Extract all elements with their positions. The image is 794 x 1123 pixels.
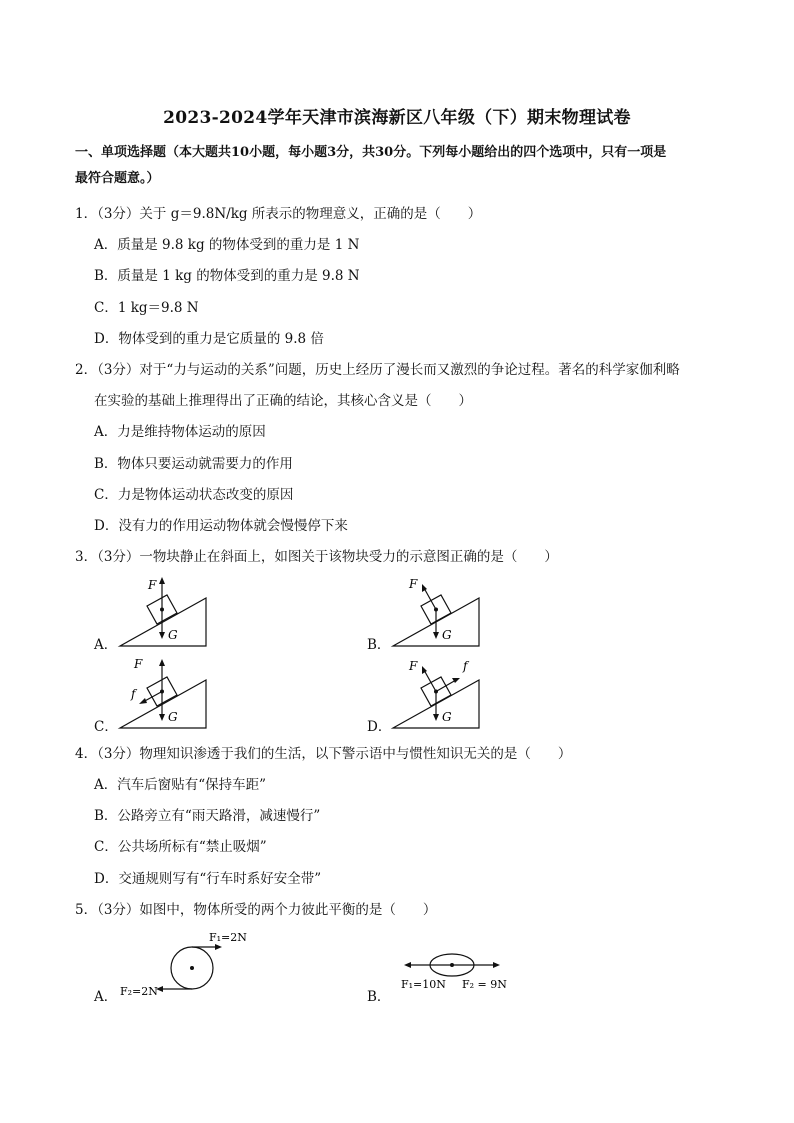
q3-diagram-c bbox=[116, 654, 216, 734]
q4-stem: 4．（3分）物理知识渗透于我们的生活，以下警示语中与惯性知识无关的是（ ） bbox=[75, 746, 572, 762]
q3-d-force-f-label: F bbox=[409, 659, 418, 673]
q3-diagram-d bbox=[389, 654, 489, 734]
q4-option-d[interactable]: D．交通规则写有“行车时系好安全带” bbox=[94, 871, 322, 887]
q3-option-d-label[interactable]: D． bbox=[367, 719, 392, 735]
q1-option-c[interactable]: C．1 kg＝9.8 N bbox=[94, 300, 199, 316]
q3-diagram-a bbox=[116, 572, 216, 652]
q3-option-c-label[interactable]: C． bbox=[94, 719, 118, 735]
q5-b-f1-label: F₁=10N bbox=[401, 978, 446, 991]
q3-option-b-label[interactable]: B． bbox=[367, 637, 391, 653]
q3-a-force-f-label: F bbox=[148, 578, 157, 592]
q3-b-gravity-label: G bbox=[442, 628, 452, 642]
q5-option-b-label[interactable]: B． bbox=[367, 989, 391, 1005]
q2-option-c[interactable]: C．力是物体运动状态改变的原因 bbox=[94, 487, 294, 503]
q3-option-a-label[interactable]: A． bbox=[94, 637, 118, 653]
q3-a-gravity-label: G bbox=[168, 628, 178, 642]
q4-option-c[interactable]: C．公共场所标有“禁止吸烟” bbox=[94, 839, 267, 855]
q4-option-a[interactable]: A．汽车后窗贴有“保持车距” bbox=[94, 777, 267, 793]
q3-c-friction-label: f bbox=[131, 687, 136, 701]
q2-option-d[interactable]: D．没有力的作用运动物体就会慢慢停下来 bbox=[94, 518, 348, 534]
q2-option-a[interactable]: A．力是维持物体运动的原因 bbox=[94, 424, 266, 440]
q3-c-force-f-label: F bbox=[134, 657, 143, 671]
q4-option-b[interactable]: B．公路旁立有“雨天路滑，减速慢行” bbox=[94, 808, 321, 824]
q1-option-a[interactable]: A．质量是 9.8 kg 的物体受到的重力是 1 N bbox=[94, 237, 360, 253]
q2-option-b[interactable]: B．物体只要运动就需要力的作用 bbox=[94, 456, 293, 472]
q1-option-b[interactable]: B．质量是 1 kg 的物体受到的重力是 9.8 N bbox=[94, 268, 360, 284]
q1-option-d[interactable]: D．物体受到的重力是它质量的 9.8 倍 bbox=[94, 331, 324, 347]
page-title: 2023-2024学年天津市滨海新区八年级（下）期末物理试卷 bbox=[163, 108, 631, 128]
section-heading bbox=[75, 140, 725, 192]
q2-stem-line1: 2．（3分）对于“力与运动的关系”问题，历史上经历了漫长而又激烈的争论过程。著名的科学家伽利略 bbox=[75, 362, 680, 378]
q5-a-f1-label: F₁=2N bbox=[209, 931, 247, 944]
q3-d-gravity-label: G bbox=[442, 710, 452, 724]
q5-diagram-b bbox=[396, 940, 526, 1000]
q5-b-f2-label: F₂ = 9N bbox=[462, 978, 507, 991]
q5-diagram-a bbox=[118, 928, 247, 1008]
q2-stem-line2: 在实验的基础上推理得出了正确的结论，其核心含义是（ ） bbox=[94, 393, 472, 409]
q3-c-gravity-label: G bbox=[168, 710, 178, 724]
q5-option-a-label[interactable]: A． bbox=[94, 989, 118, 1005]
q3-diagram-b bbox=[389, 572, 489, 652]
section-heading-line1: 一、单项选择题（本大题共10小题，每小题3分，共30分。下列每小题给出的四个选项中，只有一项是 bbox=[75, 145, 667, 160]
q5-stem: 5．（3分）如图中，物体所受的两个力彼此平衡的是（ ） bbox=[75, 902, 437, 918]
q5-a-f2-label: F₂=2N bbox=[120, 985, 158, 998]
q3-d-friction-label: f bbox=[463, 659, 468, 673]
q1-stem: 1．（3分）关于 g＝9.8N/kg 所表示的物理意义，正确的是（ ） bbox=[75, 206, 482, 222]
q3-b-force-f-label: F bbox=[409, 577, 418, 591]
q3-stem: 3．（3分）一物块静止在斜面上，如图关于该物块受力的示意图正确的是（ ） bbox=[75, 549, 558, 565]
section-heading-line2: 最符合题意。） bbox=[75, 171, 160, 186]
